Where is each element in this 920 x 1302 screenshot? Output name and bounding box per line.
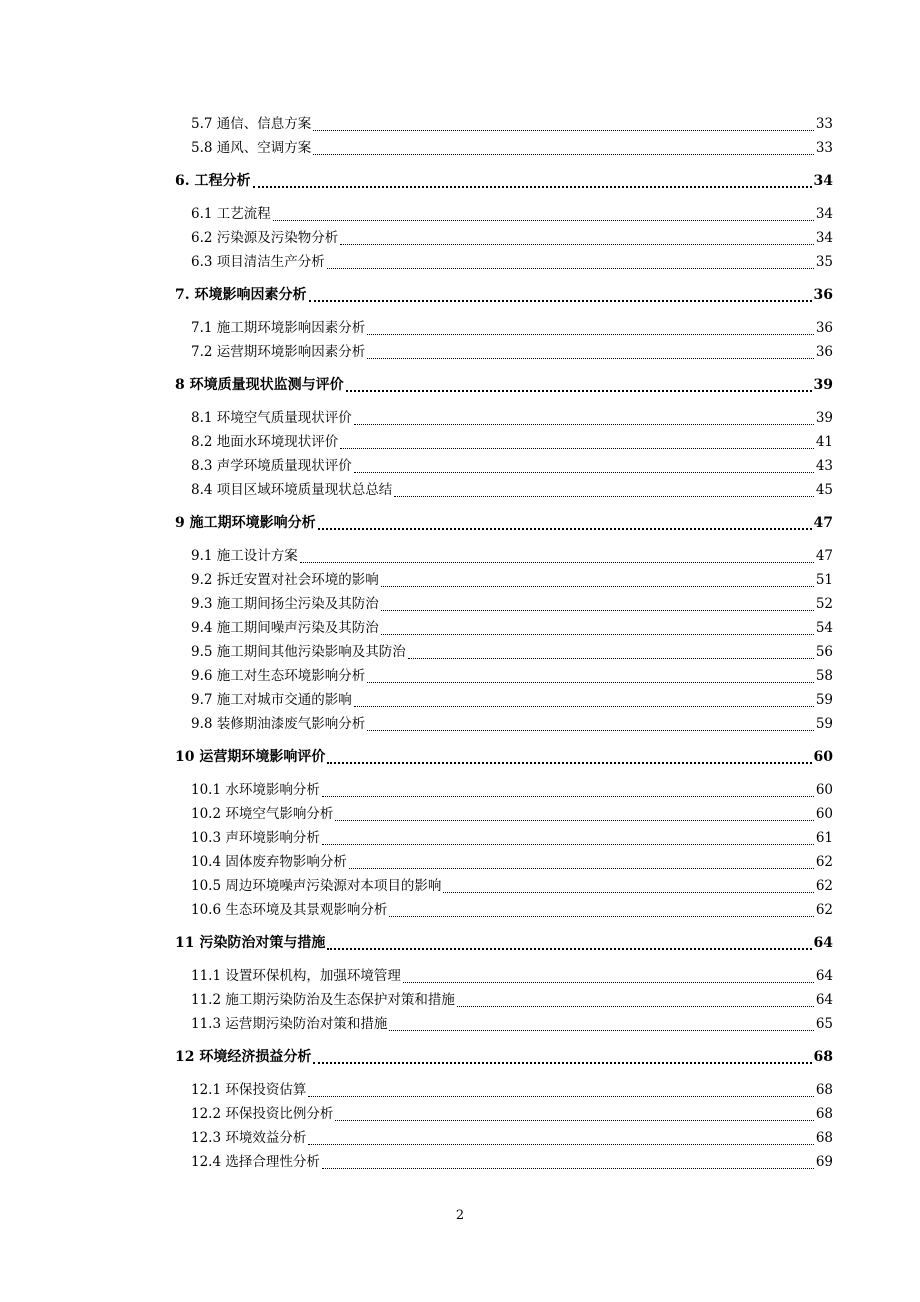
toc-entry-page: 68: [815, 1130, 833, 1146]
toc-entry-title: 8 环境质量现状监测与评价: [175, 377, 344, 393]
toc-entry-title: 12.2 环保投资比例分析: [191, 1106, 334, 1122]
toc-entry-title: 12.4 选择合理性分析: [191, 1154, 320, 1170]
toc-section-entry[interactable]: [175, 430, 833, 454]
toc-dot-leader: [313, 154, 814, 155]
toc-section-entry[interactable]: [175, 316, 833, 340]
toc-dot-leader: [349, 868, 814, 869]
toc-section-entry[interactable]: [175, 778, 833, 802]
toc-section-entry[interactable]: [175, 874, 833, 898]
toc-entry-page: 62: [815, 878, 833, 894]
toc-section-entry[interactable]: [175, 1150, 833, 1174]
toc-entry-title: 6. 工程分析: [175, 173, 251, 189]
toc-entry-page: 60: [815, 806, 833, 822]
toc-section-entry[interactable]: [175, 1126, 833, 1150]
toc-dot-leader: [381, 586, 814, 587]
toc-chapter-entry[interactable]: [175, 373, 833, 397]
toc-chapter-entry[interactable]: [175, 1045, 833, 1069]
toc-section-entry[interactable]: [175, 544, 833, 568]
toc-entry-page: 34: [815, 230, 833, 246]
toc-entry-title: 5.7 通信、信息方案: [191, 116, 312, 132]
toc-entry-title: 10.4 固体废弃物影响分析: [191, 854, 347, 870]
toc-dot-leader: [322, 796, 814, 797]
toc-entry-title: 10.6 生态环境及其景观影响分析: [191, 902, 388, 918]
toc-entry-page: 52: [815, 596, 833, 612]
toc-dot-leader: [367, 730, 814, 731]
toc-dot-leader: [308, 1144, 813, 1145]
toc-entry-page: 64: [813, 935, 833, 951]
toc-entry-page: 61: [815, 830, 833, 846]
toc-entry-title: 10 运营期环境影响评价: [175, 749, 326, 765]
toc-entry-title: 6.2 污染源及污染物分析: [191, 230, 339, 246]
toc-section-entry[interactable]: [175, 250, 833, 274]
toc-section-entry[interactable]: [175, 826, 833, 850]
toc-dot-leader: [394, 496, 814, 497]
toc-section-entry[interactable]: [175, 592, 833, 616]
toc-dot-leader: [309, 300, 812, 302]
toc-entry-page: 36: [813, 287, 833, 303]
toc-entry-page: 60: [813, 749, 833, 765]
toc-entry-page: 68: [813, 1049, 833, 1065]
toc-section-entry[interactable]: [175, 1012, 833, 1036]
toc-entry-page: 60: [815, 782, 833, 798]
toc-chapter-entry[interactable]: [175, 511, 833, 535]
toc-dot-leader: [346, 390, 812, 392]
toc-entry-title: 12.1 环保投资估算: [191, 1082, 307, 1098]
toc-entry-page: 68: [815, 1106, 833, 1122]
toc-entry-title: 10.2 环境空气影响分析: [191, 806, 334, 822]
toc-section-entry[interactable]: [175, 112, 833, 136]
toc-entry-title: 9.2 拆迁安置对社会环境的影响: [191, 572, 379, 588]
toc-entry-title: 6.3 项目清洁生产分析: [191, 254, 325, 270]
toc-chapter-entry[interactable]: [175, 931, 833, 955]
toc-dot-leader: [313, 130, 814, 131]
toc-section-entry[interactable]: [175, 1078, 833, 1102]
toc-section-entry[interactable]: [175, 640, 833, 664]
toc-dot-leader: [354, 706, 814, 707]
toc-entry-page: 33: [815, 116, 833, 132]
toc-entry-page: 47: [813, 515, 833, 531]
toc-section-entry[interactable]: [175, 454, 833, 478]
toc-entry-title: 8.2 地面水环境现状评价: [191, 434, 339, 450]
toc-dot-leader: [354, 424, 814, 425]
toc-entry-title: 10.3 声环境影响分析: [191, 830, 320, 846]
toc-entry-title: 10.5 周边环境噪声污染源对本项目的影响: [191, 878, 442, 894]
toc-entry-page: 41: [815, 434, 833, 450]
toc-section-entry[interactable]: [175, 664, 833, 688]
toc-entry-title: 11.2 施工期污染防治及生态保护对策和措施: [191, 992, 455, 1008]
toc-entry-page: 68: [815, 1082, 833, 1098]
toc-dot-leader: [443, 892, 813, 893]
toc-dot-leader: [389, 916, 813, 917]
toc-entry-title: 9.6 施工对生态环境影响分析: [191, 668, 366, 684]
toc-dot-leader: [367, 682, 814, 683]
toc-entry-title: 5.8 通风、空调方案: [191, 140, 312, 156]
toc-entry-page: 34: [815, 206, 833, 222]
toc-section-entry[interactable]: [175, 964, 833, 988]
toc-entry-page: 47: [815, 548, 833, 564]
toc-entry-title: 7.1 施工期环境影响因素分析: [191, 320, 366, 336]
toc-dot-leader: [389, 1030, 813, 1031]
toc-entry-title: 9.4 施工期间噪声污染及其防治: [191, 620, 379, 636]
toc-entry-title: 9.8 装修期油漆废气影响分析: [191, 716, 366, 732]
toc-dot-leader: [327, 762, 811, 764]
toc-dot-leader: [308, 1096, 813, 1097]
toc-section-entry[interactable]: [175, 898, 833, 922]
toc-section-entry[interactable]: [175, 568, 833, 592]
toc-entry-title: 9.3 施工期间扬尘污染及其防治: [191, 596, 379, 612]
toc-entry-page: 51: [815, 572, 833, 588]
toc-dot-leader: [322, 1168, 814, 1169]
toc-dot-leader: [335, 820, 813, 821]
toc-entry-title: 10.1 水环境影响分析: [191, 782, 320, 798]
toc-dot-leader: [273, 220, 814, 221]
toc-dot-leader: [408, 658, 814, 659]
toc-entry-page: 65: [815, 1016, 833, 1032]
toc-entry-page: 39: [813, 377, 833, 393]
toc-entry-page: 69: [815, 1154, 833, 1170]
toc-dot-leader: [335, 1120, 813, 1121]
table-of-contents: [175, 112, 833, 1174]
toc-entry-page: 39: [815, 410, 833, 426]
toc-entry-title: 6.1 工艺流程: [191, 206, 271, 222]
toc-entry-title: 8.4 项目区域环境质量现状总总结: [191, 482, 393, 498]
toc-section-entry[interactable]: [175, 712, 833, 736]
toc-entry-title: 12.3 环境效益分析: [191, 1130, 307, 1146]
toc-entry-title: 9.7 施工对城市交通的影响: [191, 692, 352, 708]
toc-section-entry[interactable]: [175, 226, 833, 250]
toc-dot-leader: [340, 244, 814, 245]
toc-section-entry[interactable]: [175, 406, 833, 430]
toc-dot-leader: [300, 562, 814, 563]
toc-dot-leader: [367, 334, 814, 335]
toc-dot-leader: [253, 186, 812, 188]
toc-entry-page: 54: [815, 620, 833, 636]
toc-chapter-entry[interactable]: [175, 283, 833, 307]
toc-section-entry[interactable]: [175, 688, 833, 712]
toc-section-entry[interactable]: [175, 616, 833, 640]
toc-section-entry[interactable]: [175, 1102, 833, 1126]
toc-section-entry[interactable]: [175, 478, 833, 502]
toc-dot-leader: [318, 528, 812, 530]
toc-entry-page: 36: [815, 344, 833, 360]
toc-section-entry[interactable]: [175, 340, 833, 364]
toc-dot-leader: [367, 358, 814, 359]
toc-dot-leader: [403, 982, 814, 983]
toc-entry-page: 34: [813, 173, 833, 189]
toc-entry-page: 62: [815, 902, 833, 918]
toc-entry-page: 62: [815, 854, 833, 870]
toc-entry-page: 64: [815, 968, 833, 984]
toc-dot-leader: [327, 948, 811, 950]
toc-dot-leader: [354, 472, 814, 473]
toc-dot-leader: [313, 1062, 811, 1064]
toc-section-entry[interactable]: [175, 136, 833, 160]
toc-section-entry[interactable]: [175, 202, 833, 226]
page-number: 2: [455, 1208, 465, 1223]
toc-entry-title: 9.1 施工设计方案: [191, 548, 298, 564]
toc-chapter-entry[interactable]: [175, 169, 833, 193]
toc-dot-leader: [327, 268, 814, 269]
toc-entry-title: 11.1 设置环保机构，加强环境管理: [191, 968, 401, 984]
toc-entry-title: 8.1 环境空气质量现状评价: [191, 410, 352, 426]
toc-entry-page: 59: [815, 692, 833, 708]
toc-section-entry[interactable]: [175, 850, 833, 874]
toc-entry-page: 43: [815, 458, 833, 474]
toc-entry-title: 7.2 运营期环境影响因素分析: [191, 344, 366, 360]
toc-dot-leader: [457, 1006, 814, 1007]
toc-entry-page: 59: [815, 716, 833, 732]
toc-entry-page: 33: [815, 140, 833, 156]
toc-entry-page: 36: [815, 320, 833, 336]
toc-dot-leader: [340, 448, 814, 449]
toc-entry-page: 35: [815, 254, 833, 270]
toc-entry-title: 12 环境经济损益分析: [175, 1049, 312, 1065]
toc-entry-title: 9.5 施工期间其他污染影响及其防治: [191, 644, 406, 660]
toc-entry-page: 64: [815, 992, 833, 1008]
toc-entry-page: 45: [815, 482, 833, 498]
toc-section-entry[interactable]: [175, 988, 833, 1012]
toc-dot-leader: [381, 610, 814, 611]
toc-entry-title: 11 污染防治对策与措施: [175, 935, 326, 951]
toc-dot-leader: [322, 844, 814, 845]
toc-dot-leader: [381, 634, 814, 635]
toc-entry-title: 7. 环境影响因素分析: [175, 287, 307, 303]
toc-entry-title: 9 施工期环境影响分析: [175, 515, 316, 531]
toc-entry-page: 56: [815, 644, 833, 660]
toc-entry-title: 8.3 声学环境质量现状评价: [191, 458, 352, 474]
toc-section-entry[interactable]: [175, 802, 833, 826]
toc-chapter-entry[interactable]: [175, 745, 833, 769]
toc-entry-page: 58: [815, 668, 833, 684]
toc-entry-title: 11.3 运营期污染防治对策和措施: [191, 1016, 388, 1032]
